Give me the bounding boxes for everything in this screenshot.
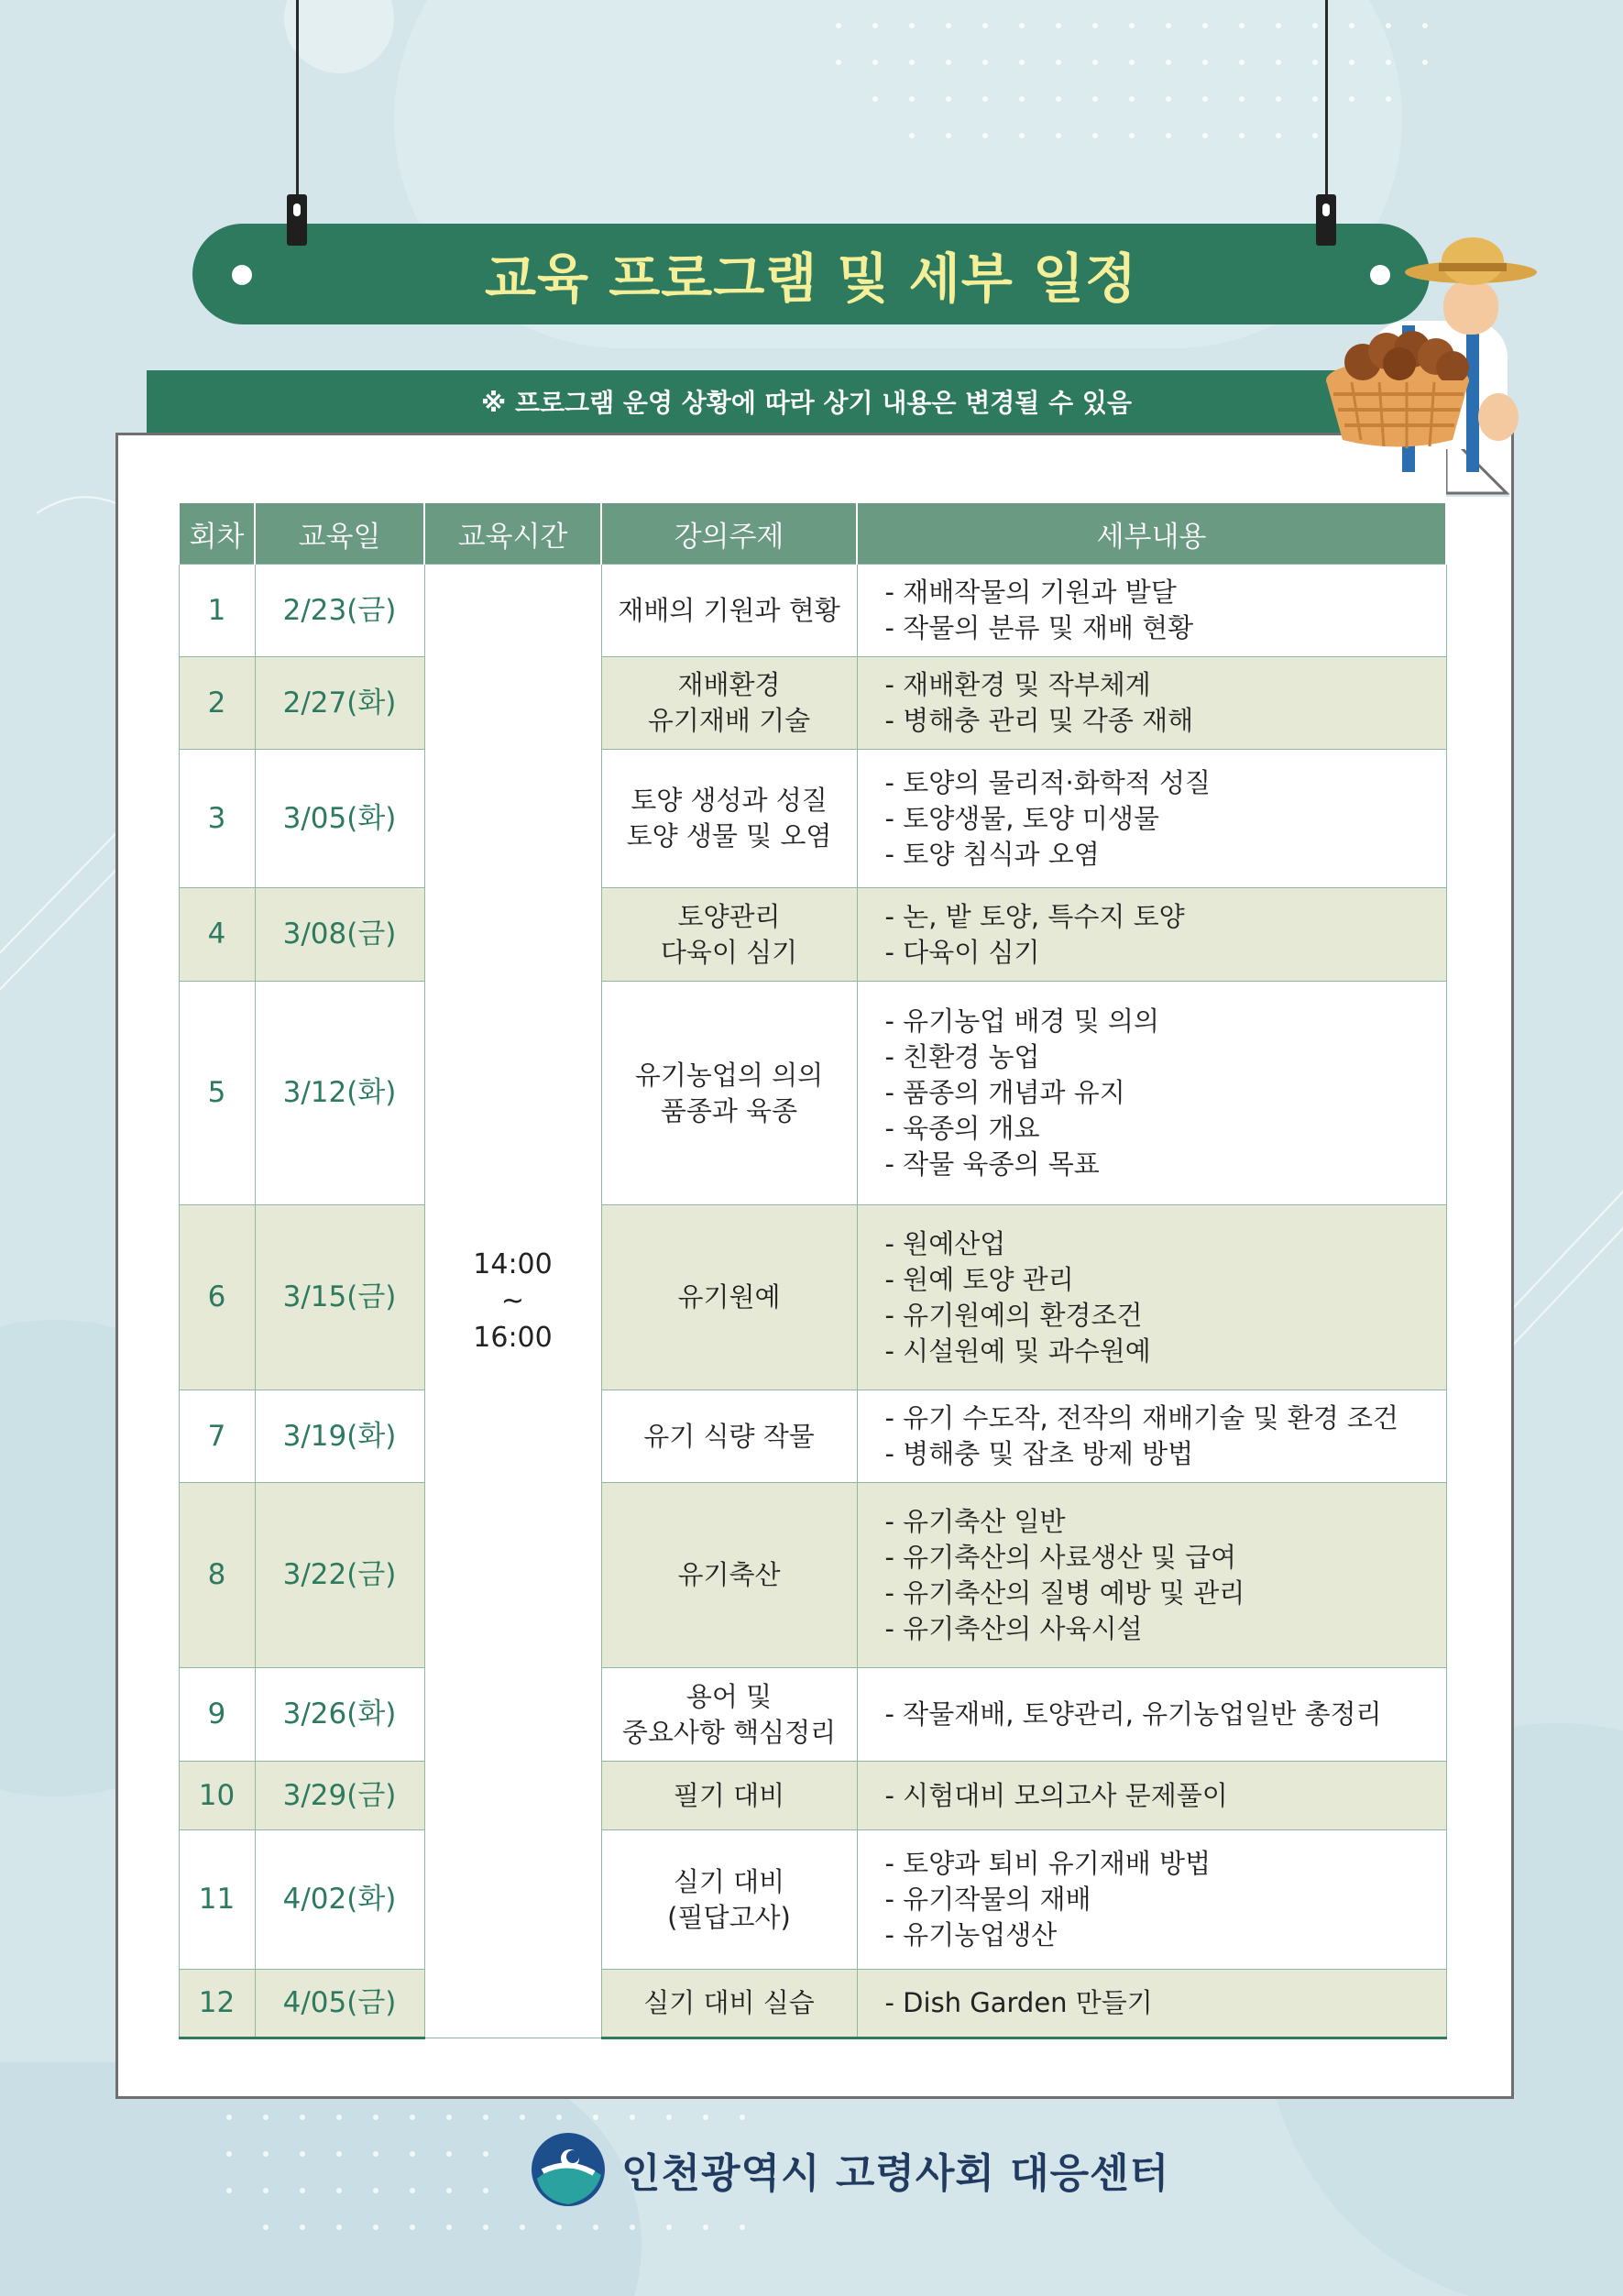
session-date: 3/15(금) [255, 1205, 424, 1390]
session-topic: 토양 생성과 성질 토양 생물 및 오염 [601, 750, 857, 888]
session-date: 2/27(화) [255, 657, 424, 750]
session-number: 12 [179, 1970, 255, 2038]
table-row [179, 1970, 1446, 2038]
session-details: - 유기농업 배경 및 의의 - 친환경 농업 - 품종의 개념과 유지 - 육종의 개요 - 작물 육종의 목표 [857, 982, 1446, 1205]
session-details: - 논, 밭 토양, 특수지 토양 - 다육이 심기 [857, 888, 1446, 982]
session-details: - 유기축산 일반 - 유기축산의 사료생산 및 급여 - 유기축산의 질병 예방 및 관리 - 유기축산의 사육시설 [857, 1483, 1446, 1668]
session-details: - 작물재배, 토양관리, 유기농업일반 총정리 [857, 1668, 1446, 1762]
table-row [179, 888, 1446, 982]
table-header-row [179, 503, 1446, 565]
schedule-table [178, 503, 1447, 2039]
session-topic: 유기원예 [601, 1205, 857, 1390]
hanging-string-right [1325, 0, 1328, 202]
notice-text: ※ 프로그램 운영 상황에 따라 상기 내용은 변경될 수 있음 [480, 388, 1132, 418]
notice-bar [147, 370, 1466, 433]
table-row [179, 1668, 1446, 1762]
session-topic: 필기 대비 [601, 1762, 857, 1830]
column-header-date: 교육일 [255, 503, 424, 565]
session-number: 2 [179, 657, 255, 750]
session-date: 4/05(금) [255, 1970, 424, 2038]
time-separator: ~ [500, 1284, 525, 1317]
session-time [424, 565, 601, 2038]
table-row [179, 750, 1446, 888]
session-number: 3 [179, 750, 255, 888]
session-topic: 실기 대비 실습 [601, 1970, 857, 2038]
column-header-details: 세부내용 [857, 503, 1446, 565]
session-number: 7 [179, 1390, 255, 1483]
session-date: 3/08(금) [255, 888, 424, 982]
session-number: 11 [179, 1830, 255, 1970]
session-date: 3/22(금) [255, 1483, 424, 1668]
session-topic: 실기 대비 (필답고사) [601, 1830, 857, 1970]
table-row [179, 1483, 1446, 1668]
session-details: - 재배작물의 기원과 발달 - 작물의 분류 및 재배 현황 [857, 565, 1446, 657]
session-details: - 원예산업 - 원예 토양 관리 - 유기원예의 환경조건 - 시설원예 및 과수원예 [857, 1205, 1446, 1390]
banner-dot-left [232, 265, 252, 285]
session-date: 4/02(화) [255, 1830, 424, 1970]
session-number: 10 [179, 1762, 255, 1830]
table-row [179, 982, 1446, 1205]
time-start: 14:00 [473, 1247, 553, 1280]
session-date: 3/12(화) [255, 982, 424, 1205]
session-topic: 재배환경 유기재배 기술 [601, 657, 857, 750]
session-date: 3/05(화) [255, 750, 424, 888]
session-date: 3/19(화) [255, 1390, 424, 1483]
hanging-clip-left [287, 194, 307, 246]
session-topic: 유기축산 [601, 1483, 857, 1668]
session-date: 3/26(화) [255, 1668, 424, 1762]
farmer-illustration [1315, 234, 1544, 490]
session-number: 6 [179, 1205, 255, 1390]
session-number: 5 [179, 982, 255, 1205]
session-details: - 재배환경 및 작부체계 - 병해충 관리 및 각종 재해 [857, 657, 1446, 750]
session-number: 4 [179, 888, 255, 982]
organization-name: 인천광역시 고령사회 대응센터 [621, 2150, 1170, 2197]
footer-organization [530, 2128, 1169, 2211]
hanging-string-left [296, 0, 299, 202]
session-number: 9 [179, 1668, 255, 1762]
column-header-session: 회차 [179, 503, 255, 565]
session-topic: 토양관리 다육이 심기 [601, 888, 857, 982]
time-end: 16:00 [473, 1321, 553, 1354]
session-topic: 용어 및 중요사항 핵심정리 [601, 1668, 857, 1762]
table-row [179, 657, 1446, 750]
page-title: 교육 프로그램 및 세부 일정 [484, 247, 1138, 310]
table-row [179, 565, 1446, 657]
session-details: - 시험대비 모의고사 문제풀이 [857, 1762, 1446, 1830]
title-banner [192, 224, 1430, 324]
incheon-logo-icon [530, 2131, 607, 2208]
session-number: 1 [179, 565, 255, 657]
session-number: 8 [179, 1483, 255, 1668]
session-date: 3/29(금) [255, 1762, 424, 1830]
session-details: - 토양의 물리적·화학적 성질 - 토양생물, 토양 미생물 - 토양 침식과 오염 [857, 750, 1446, 888]
table-row [179, 1830, 1446, 1970]
table-row [179, 1205, 1446, 1390]
session-topic: 재배의 기원과 현황 [601, 565, 857, 657]
session-details: - Dish Garden 만들기 [857, 1970, 1446, 2038]
session-topic: 유기농업의 의의 품종과 육종 [601, 982, 857, 1205]
table-row [179, 1390, 1446, 1483]
table-row [179, 1762, 1446, 1830]
column-header-topic: 강의주제 [601, 503, 857, 565]
session-topic: 유기 식량 작물 [601, 1390, 857, 1483]
session-date: 2/23(금) [255, 565, 424, 657]
session-details: - 토양과 퇴비 유기재배 방법 - 유기작물의 재배 - 유기농업생산 [857, 1830, 1446, 1970]
column-header-time: 교육시간 [424, 503, 601, 565]
session-details: - 유기 수도작, 전작의 재배기술 및 환경 조건 - 병해충 및 잡초 방제 방법 [857, 1390, 1446, 1483]
